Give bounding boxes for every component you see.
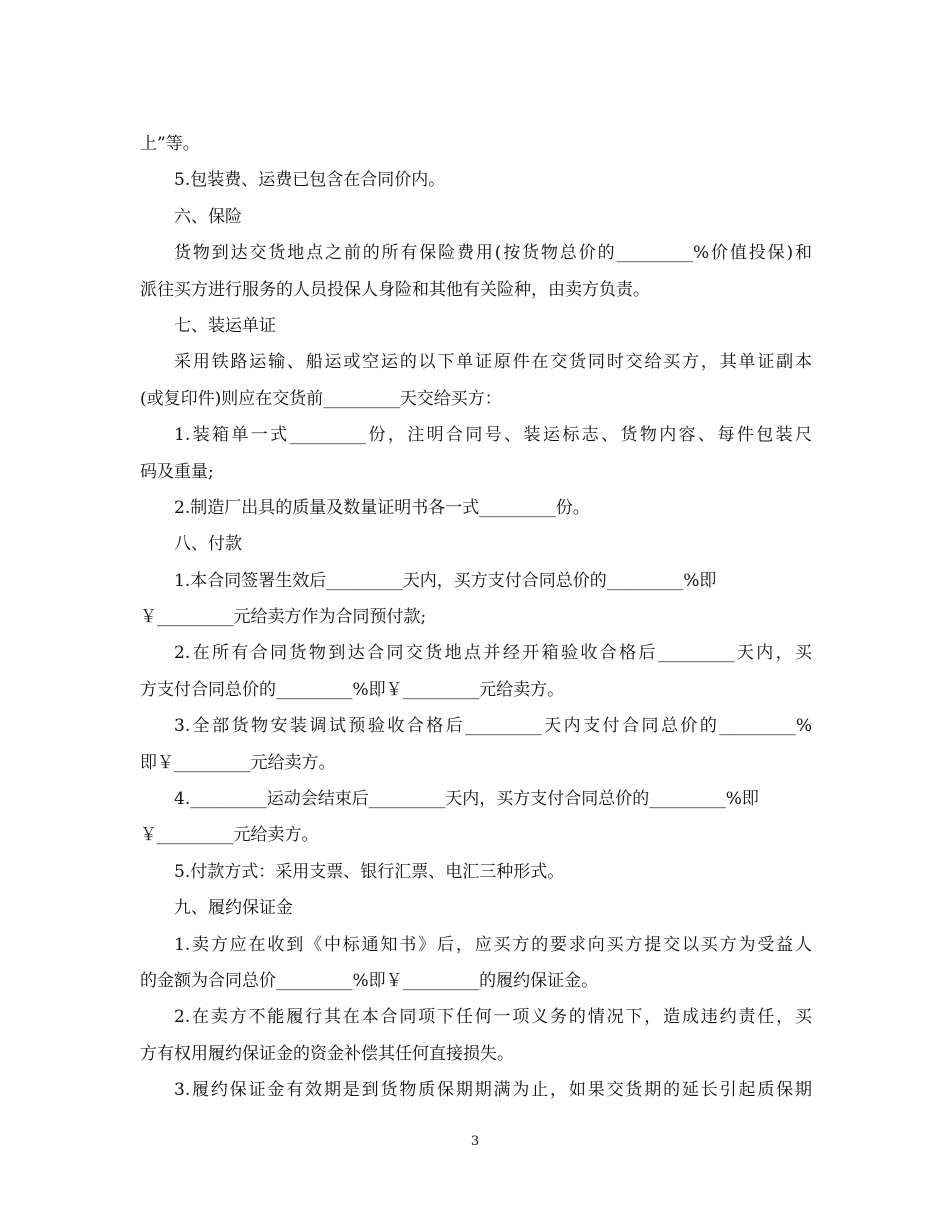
section-heading: 七、装运单证 xyxy=(174,315,276,336)
text-line: 方支付合同总价的_________%即￥_________元给卖方。 xyxy=(140,679,565,700)
text-line: 上”等。 xyxy=(140,134,200,154)
text-line: 方有权用履约保证金的资金补偿其任何直接损失。 xyxy=(140,1043,514,1064)
text-line: 即￥_________元给卖方。 xyxy=(140,752,336,773)
text-line: 派往买方进行服务的人员投保人身险和其他有关险种，由卖方负责。 xyxy=(140,279,650,300)
text-line: 4._________运动会结束后_________天内，买方支付合同总价的_________%即 xyxy=(174,789,759,810)
text-line: 2.制造厂出具的质量及数量证明书各一式_________份。 xyxy=(174,497,590,518)
section-heading: 八、付款 xyxy=(174,534,242,555)
text-line: 采用铁路运输、船运或空运的以下单证原件在交货同时交给买方，其单证副本 xyxy=(174,352,812,373)
text-line: 3.履约保证金有效期是到货物质保期期满为止，如果交货期的延长引起质保期 xyxy=(174,1080,812,1101)
section-heading: 六、保险 xyxy=(174,206,242,227)
text-line: 1.卖方应在收到《中标通知书》后，应买方的要求向买方提交以买方为受益人 xyxy=(174,934,812,955)
text-line: 5.付款方式：采用支票、银行汇票、电汇三种形式。 xyxy=(174,861,565,882)
text-line: 3.全部货物安装调试预验收合格后_________天内支付合同总价的_________% xyxy=(174,716,812,737)
document-body xyxy=(140,126,812,1109)
text-line: 货物到达交货地点之前的所有保险费用(按货物总价的_________%价值投保)和 xyxy=(174,243,812,264)
text-line: 1.本合同签署生效后_________天内，买方支付合同总价的_________%即 xyxy=(174,570,717,591)
text-line: 2.在卖方不能履行其在本合同项下任何一项义务的情况下，造成违约责任，买 xyxy=(174,1007,812,1028)
text-line: 5.包装费、运费已包含在合同价内。 xyxy=(174,170,446,191)
text-line: ￥_________元给卖方。 xyxy=(140,825,319,846)
text-line: 的金额为合同总价_________%即￥_________的履约保证金。 xyxy=(140,970,599,991)
text-line: (或复印件)则应在交货前_________天交给买方： xyxy=(140,388,502,409)
text-line: ￥_________元给卖方作为合同预付款; xyxy=(140,607,427,628)
section-heading: 九、履约保证金 xyxy=(174,898,293,919)
page-number: 3 xyxy=(470,1134,480,1149)
text-line: 码及重量; xyxy=(140,461,214,482)
text-line: 2.在所有合同货物到达合同交货地点并经开箱验收合格后_________天内，买 xyxy=(174,643,812,664)
text-line: 1.装箱单一式_________份，注明合同号、装运标志、货物内容、每件包装尺 xyxy=(174,425,812,446)
